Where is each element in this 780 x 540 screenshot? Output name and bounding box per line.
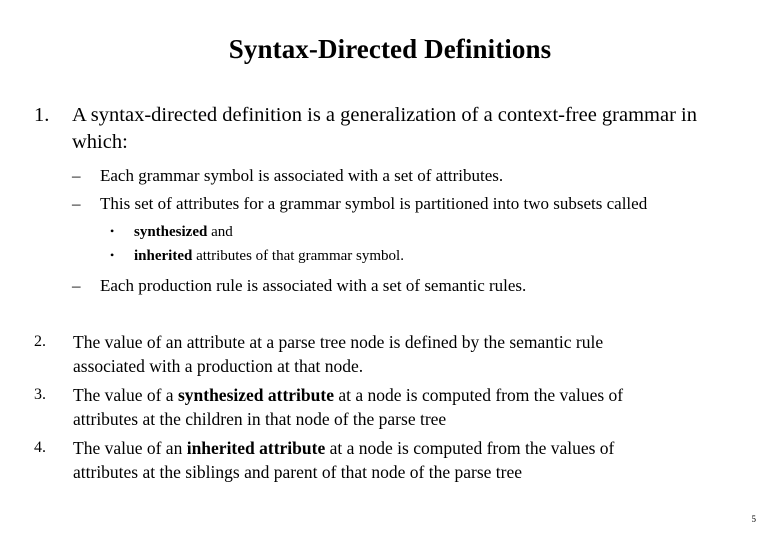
item-number: 4.: [34, 439, 46, 456]
sub-item-text: Each grammar symbol is associated with a set of attributes.: [100, 166, 504, 185]
item-number: 3.: [34, 386, 46, 403]
bullet-marker: •: [110, 248, 115, 262]
bold-term: inherited attribute: [186, 438, 326, 458]
item-text: A syntax-directed definition is a generalization of a context-free grammar in which:: [72, 104, 697, 153]
item-number: 2.: [34, 333, 46, 350]
page-title: Syntax-Directed Definitions: [228, 34, 552, 64]
item-number: 1.: [34, 104, 50, 126]
item-line: attributes at the children in that node of the parse tree: [73, 409, 447, 429]
item-line: The value of an attribute at a parse tree node is defined by the semantic rule: [73, 332, 604, 352]
item-text: at a node is computed from the values of: [333, 385, 624, 405]
sub-item-text: Each production rule is associated with a set of semantic rules.: [100, 276, 527, 295]
dash-marker: –: [72, 194, 81, 213]
item-line: associated with a production at that node.: [73, 356, 364, 376]
page-number: 5: [751, 514, 756, 524]
dash-marker: –: [72, 166, 81, 185]
dash-marker: –: [72, 276, 81, 295]
bold-term: inherited: [134, 248, 193, 264]
item-text: The value of a: [73, 385, 178, 405]
bullet-text: attributes of that grammar symbol.: [192, 248, 404, 264]
bold-term: synthesized: [134, 224, 208, 240]
sub-item-text: This set of attributes for a grammar symbol is partitioned into two subsets called: [100, 194, 648, 213]
bullet-text: and: [207, 224, 233, 240]
bold-term: synthesized attribute: [177, 385, 334, 405]
item-line: attributes at the siblings and parent of that node of the parse tree: [73, 462, 523, 482]
item-text: The value of an: [73, 438, 187, 458]
item-text: at a node is computed from the values of: [325, 438, 615, 458]
bullet-marker: •: [110, 224, 115, 238]
